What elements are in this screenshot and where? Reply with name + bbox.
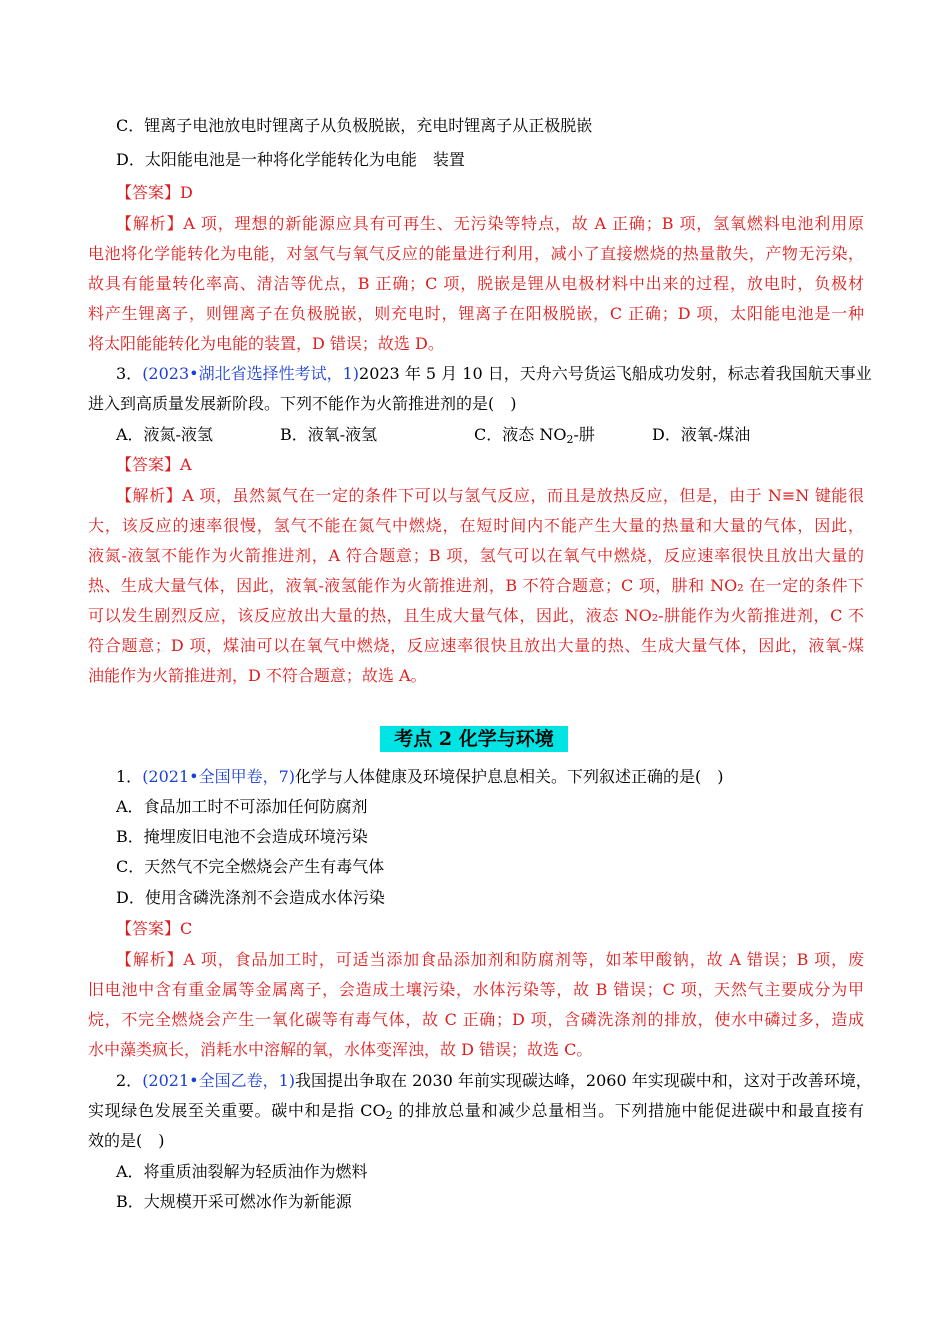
answer: 【答案】C	[116, 919, 193, 938]
question-source: (2021•全国甲卷，7)	[142, 767, 296, 786]
question-source: (2021•全国乙卷，1)	[142, 1071, 296, 1090]
analysis-line: 电池将化学能转化为电能，对氢气与氧气反应的能量进行利用，减小了直接燃烧的热量散失，产物无污染，	[88, 244, 864, 263]
analysis-line: 油能作为火箭推进剂，D 不符合题意；故选 A。	[88, 666, 427, 685]
question-2-stem-cont: 效的是( )	[88, 1131, 165, 1150]
question-number: 3．	[116, 364, 143, 383]
question-stem-text: 化学与人体健康及环境保护息息相关。下列叙述正确的是( )	[295, 767, 724, 786]
option-b: B．液氧-液氢	[280, 425, 378, 444]
section-heading: 考点 2 化学与环境	[380, 726, 568, 752]
answer: 【答案】A	[116, 455, 192, 474]
analysis-line: 【解析】A 项，虽然氮气在一定的条件下可以与氢气反应，而且是放热反应，但是，由于 N≡N 键能很	[116, 486, 864, 505]
analysis-line: 大，该反应的速率很慢，氢气不能在氮气中燃烧，在短时间内不能产生大量的热量和大量的气体，因此，	[88, 516, 864, 535]
analysis-line: 符合题意；D 项，煤油可以在氧气中燃烧，反应速率很快且放出大量的热、生成大量气体，因此，液氧-煤	[88, 636, 864, 655]
option-c: C．天然气不完全燃烧会产生有毒气体	[116, 857, 385, 876]
analysis-line: 热、生成大量气体，因此，液氧-液氢能作为火箭推进剂，B 不符合题意；C 项，肼和 NO₂ 在一定的条件下	[88, 576, 864, 595]
analysis-line: 烷，不完全燃烧会产生一氧化碳等有毒气体，故 C 正确；D 项，含磷洗涤剂的排放，使水中磷过多，造成	[88, 1010, 864, 1029]
option-a: A．将重质油裂解为轻质油作为燃料	[116, 1162, 368, 1181]
option-a: A．食品加工时不可添加任何防腐剂	[116, 797, 368, 816]
option-d: D．使用含磷洗涤剂不会造成水体污染	[116, 888, 385, 907]
option-d: D．液氧-煤油	[652, 425, 751, 444]
question-number: 1．	[116, 767, 143, 786]
option-b: B．大规模开采可燃冰作为新能源	[116, 1192, 352, 1211]
analysis-line: 【解析】A 项，食品加工时，可适当添加食品添加剂和防腐剂等，如苯甲酸钠，故 A 错误；B 项，废	[116, 950, 864, 969]
question-stem-text: 我国提出争取在 2030 年前实现碳达峰，2060 年实现碳中和，这对于改善环境，	[295, 1071, 872, 1090]
question-2-stem-cont: 实现绿色发展至关重要。碳中和是指 $CO_2$ 的排放总量和减少总量相当。下列措施中能促进碳中和最直接有	[88, 1101, 864, 1122]
question-2-stem	[116, 1069, 872, 1093]
question-3-stem	[116, 362, 872, 386]
analysis-line: 将太阳能能转化为电能的装置，D 错误；故选 D。	[88, 334, 444, 353]
question-1-stem	[116, 765, 892, 789]
analysis-line: 水中藻类疯长，消耗水中溶解的氧，水体变浑浊，故 D 错误；故选 C。	[88, 1040, 593, 1059]
option-c: C．锂离子电池放电时锂离子从负极脱嵌，充电时锂离子从正极脱嵌	[116, 116, 593, 135]
option-b: B．掩埋废旧电池不会造成环境污染	[116, 827, 368, 846]
question-source: (2023•湖北省选择性考试，1)	[142, 364, 360, 383]
analysis-line: 故具有能量转化率高、清洁等优点，B 正确；C 项，脱嵌是锂从电极材料中出来的过程，放电时，负极材	[88, 274, 864, 293]
answer: 【答案】D	[116, 183, 193, 202]
option-d: D．太阳能电池是一种将化学能转化为电能 装置	[116, 150, 465, 169]
option-c: C．液态 $NO_2-$肼	[474, 425, 595, 446]
analysis-line: 可以发生剧烈反应，该反应放出大量的热，且生成大量气体，因此，液态 NO₂-肼能作为火箭推进剂，C 不	[88, 606, 864, 625]
analysis-line: 【解析】A 项，理想的新能源应具有可再生、无污染等特点，故 A 正确；B 项，氢氧燃料电池利用原	[116, 214, 864, 233]
question-number: 2．	[116, 1071, 143, 1090]
question-3-stem-cont: 进入到高质量发展新阶段。下列不能作为火箭推进剂的是( )	[88, 394, 517, 413]
analysis-line: 液氮-液氢不能作为火箭推进剂，A 符合题意；B 项，氢气可以在氧气中燃烧，反应速率很快且放出大量的	[88, 546, 864, 565]
analysis-line: 料产生锂离子，则锂离子在负极脱嵌，则充电时，锂离子在阳极脱嵌，C 正确；D 项，太阳能电池是一种	[88, 304, 864, 323]
option-a: A．液氮-液氢	[116, 425, 213, 444]
question-stem-text: 2023 年 5 月 10 日，天舟六号货运飞船成功发射，标志着我国航天事业	[359, 364, 872, 383]
analysis-line: 旧电池中含有重金属等金属离子，会造成土壤污染，水体污染等，故 B 错误；C 项，天然气主要成分为甲	[88, 980, 864, 999]
